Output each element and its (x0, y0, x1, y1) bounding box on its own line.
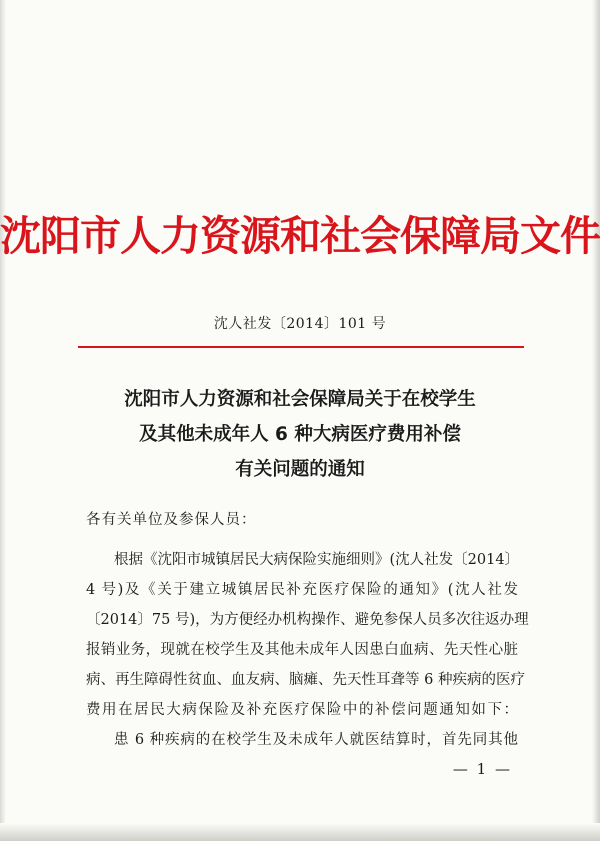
red-divider-line (78, 346, 524, 348)
body-line-6: 费用在居民大病保险及补充医疗保险中的补偿问题通知如下： (86, 702, 518, 718)
page-number: — 1 — (452, 760, 512, 778)
document-number: 沈人社发〔2014〕101 号 (213, 316, 387, 332)
body-line-5: 病、再生障碍性贫血、血友病、脑瘫、先天性耳聋等 6 种疾病的医疗 (86, 672, 525, 688)
body-line-2: 4 号)及《关于建立城镇居民补充医疗保险的通知》(沈人社发 (86, 582, 518, 598)
body-line-1: 根据《沈阳市城镇居民大病保险实施细则》(沈人社发〔2014〕 (114, 552, 520, 568)
notice-title-line-3: 有关问题的通知 (235, 459, 365, 480)
addressee: 各有关单位及参保人员： (86, 512, 257, 528)
scan-edge-bottom (0, 823, 600, 841)
red-header-title: 沈阳市人力资源和社会保障局文件 (0, 212, 600, 260)
body-line-4: 报销业务，现就在校学生及其他未成年人因患白血病、先天性心脏 (86, 642, 518, 658)
body-line-7: 患 6 种疾病的在校学生及未成年人就医结算时，首先同其他 (114, 732, 518, 748)
body-line-3: 〔2014〕75 号)，为方便经办机构操作、避免参保人员多次往返办理 (86, 612, 529, 628)
notice-title-line-1: 沈阳市人力资源和社会保障局关于在校学生 (124, 389, 476, 410)
notice-title-line-2: 及其他未成年人 6 种大病医疗费用补偿 (139, 424, 461, 445)
